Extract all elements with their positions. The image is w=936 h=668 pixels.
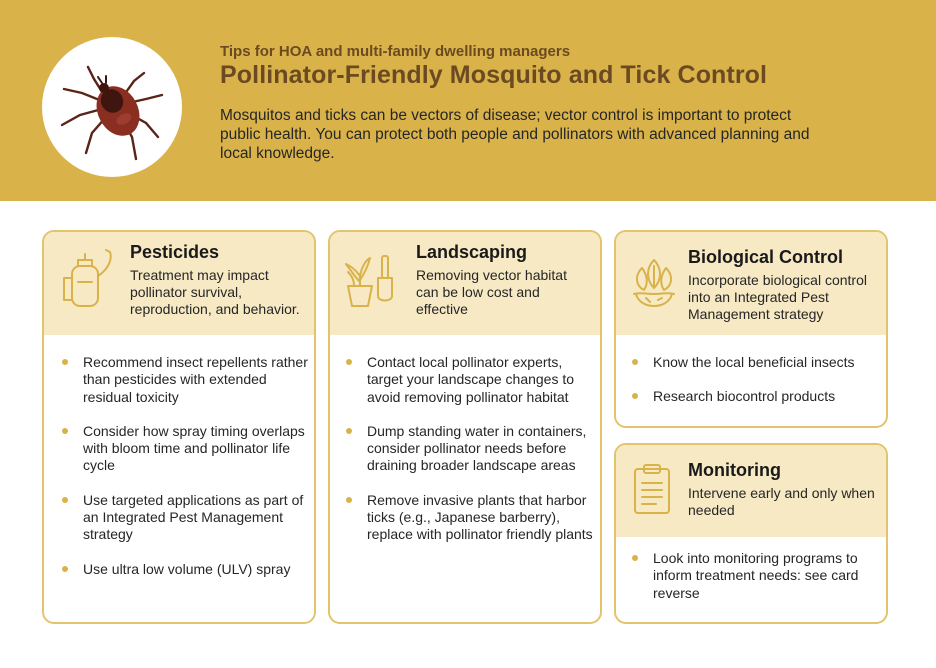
page-title: Pollinator-Friendly Mosquito and Tick Control bbox=[220, 61, 768, 89]
card-pesticides-header bbox=[44, 232, 314, 335]
card-biological-title: Biological Control bbox=[688, 247, 843, 267]
list-item: Dump standing water in containers, consider pollinator needs before draining broader landscape areas bbox=[346, 423, 596, 475]
card-monitoring-title: Monitoring bbox=[688, 460, 781, 480]
card-pesticides bbox=[42, 230, 316, 624]
list-item: Use targeted applications as part of an Integrated Pest Management strategy bbox=[62, 492, 312, 544]
list-item: Look into monitoring programs to inform treatment needs: see card reverse bbox=[632, 550, 877, 602]
card-monitoring-desc: Intervene early and only when needed bbox=[688, 485, 875, 518]
card-biological-control bbox=[614, 230, 888, 428]
card-landscaping-desc: Removing vector habitat can be low cost and effective bbox=[416, 267, 567, 317]
intro-paragraph: Mosquitos and ticks can be vectors of disease; vector control is important to protect public health. You can protect both people and pollinators with advanced planning and local knowledge. bbox=[220, 107, 810, 162]
plant-pot-trowel-icon bbox=[344, 252, 400, 315]
list-item: Research biocontrol products bbox=[632, 388, 882, 405]
card-landscaping-list bbox=[346, 354, 596, 544]
sprayer-icon bbox=[56, 248, 116, 315]
list-item: Consider how spray timing overlaps with bloom time and pollinator life cycle bbox=[62, 423, 312, 475]
header-banner bbox=[0, 0, 936, 201]
list-item: Contact local pollinator experts, target your landscape changes to avoid removing pollinator habitat bbox=[346, 354, 596, 406]
card-landscaping-header bbox=[330, 232, 600, 335]
header-subtitle: Tips for HOA and multi-family dwelling managers bbox=[220, 43, 571, 60]
card-biological-header bbox=[616, 232, 886, 335]
tick-image bbox=[42, 37, 182, 177]
list-item: Use ultra low volume (ULV) spray bbox=[62, 561, 312, 578]
clipboard-icon bbox=[632, 463, 672, 520]
card-pesticides-list bbox=[62, 354, 312, 578]
list-item: Know the local beneficial insects bbox=[632, 354, 882, 371]
card-monitoring bbox=[614, 443, 888, 624]
card-landscaping-title: Landscaping bbox=[416, 242, 528, 262]
card-landscaping bbox=[328, 230, 602, 624]
leaves-soil-icon bbox=[630, 254, 678, 315]
card-monitoring-header bbox=[616, 445, 886, 537]
list-item: Remove invasive plants that harbor ticks (e.g., Japanese barberry), replace with pollinator friendly plants bbox=[346, 492, 596, 544]
list-item: Recommend insect repellents rather than pesticides with extended residual toxicity bbox=[62, 354, 312, 406]
card-biological-desc: Incorporate biological control into an Integrated Pest Management strategy bbox=[688, 272, 867, 322]
tick-icon bbox=[42, 37, 182, 177]
card-biological-list bbox=[632, 354, 882, 406]
card-pesticides-desc: Treatment may impact pollinator survival, reproduction, and behavior. bbox=[130, 267, 300, 317]
card-pesticides-title: Pesticides bbox=[130, 242, 220, 262]
card-monitoring-list bbox=[632, 550, 877, 602]
